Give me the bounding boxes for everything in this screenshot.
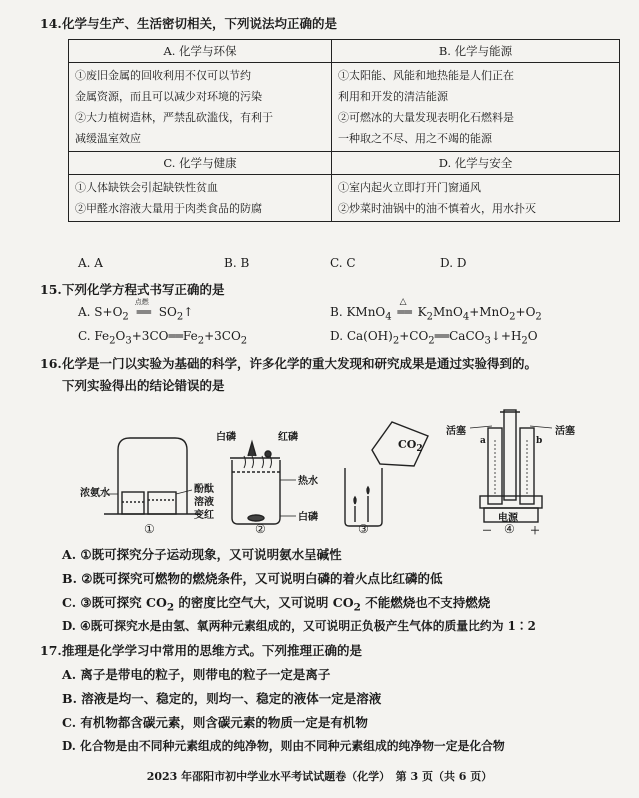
b-p2: MnO [432,305,463,319]
c-line-2: ②甲醛水溶液大量用于肉类食品的防腐 [75,202,262,215]
label-phenol-1: 酚酞 [194,484,214,495]
q17-stem [40,641,362,659]
sub: 3 [484,335,491,347]
c-part1: C. ③既可探究 CO [62,595,167,610]
q15-option-d[interactable] [330,329,538,346]
q14-number: 14. [40,16,62,31]
page-footer: 2023 年邵阳市初中学业水平考试试题卷（化学） 第 3 页（共 6 页） [146,770,493,783]
d-line-1: ①室内起火立即打开门窗通风 [338,181,481,194]
a-line-2: 金属资源，而且可以减少对环境的污染 [75,90,262,103]
q16-number: 16. [40,356,62,371]
label-power: 电源 [498,513,518,524]
beaker-right [148,492,176,514]
sub: 4 [385,311,392,323]
sub: 2 [535,311,542,323]
q16-option-b[interactable]: B. ②既可探究可燃物的燃烧条件，又可说明白磷的着火点比红磷的低 [62,571,443,586]
c-p2: +3CO [204,329,241,343]
q17-option-b[interactable]: B. 溶液是均一、稳定的，则均一、稳定的液体一定是溶液 [62,691,382,706]
q17-number: 17. [40,643,62,658]
cell-d-title: D. 化学与安全 [332,152,620,175]
q16-option-c[interactable] [62,593,490,614]
label-minus: － [482,526,492,537]
b-line-3: ②可燃冰的大量发现表明化石燃料是 [338,111,514,124]
q16-stem-line1 [40,354,537,372]
a-line-4: 减缓温室效应 [75,132,141,145]
q15-stem [40,280,225,298]
gas-arrow: ↑ [183,305,194,319]
d-line-2: ②炒菜时油锅中的油不慎着火，用水扑灭 [338,202,536,215]
b-line-1: ①太阳能、风能和地热能是人们正在 [338,69,514,82]
d-r2: +CO [399,329,429,343]
d-p2: ↓+H [490,329,522,343]
q16-option-d[interactable]: D. ④既可探究水是由氢、氧两种元素组成的，又可说明正负极产生气体的质量比约为 1∶2 [62,619,536,633]
cell-d-content [332,175,620,222]
condition-ignite: 点燃 [134,298,149,306]
q17-option-c[interactable]: C. 有机物都含碳元素，则含碳元素的物质一定是有机物 [62,715,368,730]
cell-b-content [332,63,620,152]
sub: 2 [392,335,400,347]
c-part2: 的密度比空气大，又可说明 CO [174,595,354,610]
sub: 2 [240,335,248,347]
co2-text: CO [398,438,417,451]
cell-c-content [69,175,332,222]
c-line-1: ①人体缺铁会引起缺铁性贫血 [75,181,218,194]
c-r1: C. Fe [78,329,110,343]
b-p4: +O [515,305,536,319]
figure-number-1: ① [144,522,155,536]
label-red-phosphorus: 红磷 [278,432,298,443]
b-reactant: B. KMnO [330,305,386,319]
a-line-1: ①废旧金属的回收利用不仅可以节约 [75,69,251,82]
label-hot-water: 热水 [298,476,318,487]
cell-a-content [69,63,332,152]
label-co2 [398,438,423,454]
label-stopper-right: 活塞 [555,426,575,437]
q14-stem [40,14,337,32]
b-p1: K [417,305,427,319]
b-line-4: 一种取之不尽、用之不竭的能源 [338,132,492,145]
b-line-2: 利用和开发的清洁能源 [338,90,448,103]
q15-option-a[interactable] [78,298,194,323]
sub: 2 [428,335,435,347]
label-phenol-3: 变红 [194,510,214,521]
cell-c-title: C. 化学与健康 [69,152,332,175]
figure-number-2: ② [255,522,266,536]
d-r1: D. Ca(OH) [330,329,393,343]
q17-stem-text: 推理是化学学习中常用的思维方式。下列推理正确的是 [62,643,363,658]
c-part3: 不能燃烧也不支持燃烧 [360,595,491,610]
q14-option-a[interactable]: A. A [78,256,103,270]
q15-stem-text: 下列化学方程式书写正确的是 [62,282,225,297]
label-b: b [536,436,543,446]
sub: 2 [166,601,175,614]
label-plus: ＋ [530,526,540,537]
d-p3: O [527,329,538,343]
equals: ══ [168,329,183,343]
a-reactants: A. S+O [78,305,123,319]
flame-white-p [248,442,256,456]
label-white-phosphorus: 白磷 [216,432,236,443]
sub: 3 [125,335,132,347]
beaker-left [122,492,144,514]
sub: 2 [416,443,423,455]
figure-number-3: ③ [358,522,369,536]
funnel-tube [504,410,516,500]
label-ammonia: 浓氨水 [80,488,110,499]
arrow-condition: △ ══ [397,297,412,319]
q14-stem-text: 化学与生产、生活密切相关，下列说法均正确的是 [62,16,338,31]
sub: 2 [197,335,205,347]
b-p3: +MnO [469,305,510,319]
q17-option-d[interactable]: D. 化合物是由不同种元素组成的纯净物，则由不同种元素组成的纯净物一定是化合物 [62,739,505,753]
label-phenol-2: 溶液 [194,497,214,508]
equals: ══ [434,329,450,343]
label-a: a [480,436,486,446]
sub: 2 [122,311,129,323]
sub: 2 [353,601,361,614]
q17-option-a[interactable]: A. 离子是带电的粒子，则带电的粒子一定是离子 [62,667,331,682]
sub: 2 [176,311,184,323]
sub: 2 [521,335,528,347]
q14-option-b[interactable]: B. B [224,256,250,270]
q14-option-c[interactable]: C. C [330,256,356,270]
figure-number-4: ④ [504,522,515,536]
c-p1: Fe [182,329,198,343]
q14-option-d[interactable]: D. D [440,256,467,270]
q16-option-a[interactable]: A. ①既可探究分子运动现象，又可说明氨水呈碱性 [62,547,342,562]
beaker-candles [345,468,382,526]
sub: 2 [509,311,516,323]
condition-heat: △ [399,297,407,307]
sub: 2 [426,311,433,323]
q16-figures [0,398,639,538]
q14-table [68,39,620,222]
sub: 4 [462,311,470,323]
q15-number: 15. [40,282,62,297]
label-white-phosphorus-2: 白磷 [298,512,318,523]
label-stopper-left: 活塞 [446,426,466,437]
c-r2: O [115,329,126,343]
sub: 2 [109,335,116,347]
a-line-3: ②大力植树造林，严禁乱砍滥伐，有利于 [75,111,273,124]
cell-b-title: B. 化学与能源 [332,40,620,63]
cell-a-title: A. 化学与环保 [69,40,332,63]
a-product: SO [158,305,177,319]
c-r3: +3CO [131,329,169,343]
q15-option-b[interactable] [330,297,542,323]
q16-stem1: 化学是一门以实验为基础的科学，许多化学的重大发现和研究成果是通过实验得到的。 [62,356,538,371]
arrow-condition: 点燃 ══ [134,298,152,319]
q15-option-c[interactable] [78,329,247,346]
d-p1: CaCO [449,329,485,343]
q16-stem-line2: 下列实验得出的结论错误的是 [62,378,225,393]
